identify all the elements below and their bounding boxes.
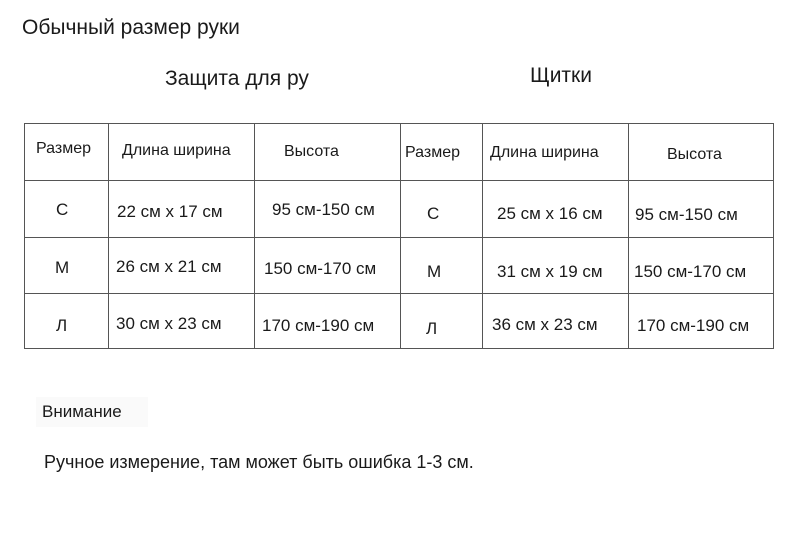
dimension-cell: 22 см x 17 см bbox=[117, 202, 223, 221]
size-cell: Л bbox=[56, 316, 68, 335]
size-cell: М bbox=[427, 262, 442, 281]
attention-label: Внимание bbox=[36, 397, 148, 427]
dimension-cell: 26 см x 21 см bbox=[116, 257, 222, 276]
dimension-cell: 36 см x 23 см bbox=[492, 315, 598, 334]
header-height: Высота bbox=[284, 143, 339, 160]
dimension-cell: 25 см x 16 см bbox=[497, 204, 603, 223]
dimension-cell: 31 см x 19 см bbox=[497, 262, 603, 281]
table-col-divider bbox=[254, 124, 255, 348]
size-cell: С bbox=[56, 200, 69, 219]
size-cell: С bbox=[427, 204, 440, 223]
size-cell: М bbox=[55, 258, 70, 277]
header-size: Размер bbox=[405, 144, 460, 161]
page-title: Обычный размер руки bbox=[22, 16, 240, 39]
table-col-divider bbox=[482, 124, 483, 348]
height-cell: 150 см-170 см bbox=[264, 259, 377, 278]
height-cell: 95 см-150 см bbox=[272, 200, 375, 219]
size-table bbox=[24, 123, 774, 349]
height-cell: 95 см-150 см bbox=[635, 205, 738, 224]
height-cell: 170 см-190 см bbox=[262, 316, 375, 335]
header-length-width: Длина ширина bbox=[490, 144, 599, 161]
section-title-hand-guard: Защита для ру bbox=[165, 67, 309, 90]
table-col-divider bbox=[628, 124, 629, 348]
header-height: Высота bbox=[667, 146, 722, 163]
dimension-cell: 30 см x 23 см bbox=[116, 314, 222, 333]
section-title-shin-guard: Щитки bbox=[530, 64, 592, 87]
table-col-divider bbox=[400, 124, 401, 348]
height-cell: 150 см-170 см bbox=[634, 262, 747, 281]
table-row-divider bbox=[25, 180, 773, 181]
table-col-divider bbox=[108, 124, 109, 348]
height-cell: 170 см-190 см bbox=[637, 316, 750, 335]
header-length-width: Длина ширина bbox=[122, 142, 231, 159]
table-row-divider bbox=[25, 293, 773, 294]
size-cell: Л bbox=[426, 319, 438, 338]
table-row-divider bbox=[25, 237, 773, 238]
measurement-note: Ручное измерение, там может быть ошибка 1-3 см. bbox=[44, 452, 474, 472]
header-size: Размер bbox=[36, 140, 91, 157]
